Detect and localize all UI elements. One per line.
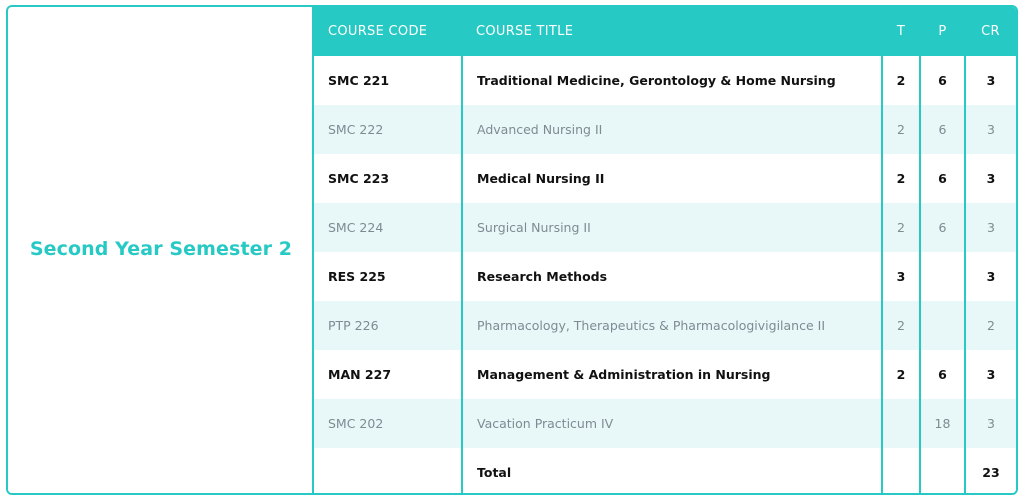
course-title-cell: Traditional Medicine, Gerontology & Home Nursing	[462, 56, 882, 105]
course-title-cell: Vacation Practicum IV	[462, 399, 882, 448]
header-row	[314, 7, 1016, 56]
credits-cell: 3	[965, 350, 1016, 399]
course-table-area	[314, 7, 1016, 493]
course-table	[314, 7, 1016, 495]
table-row	[314, 252, 1016, 301]
curriculum-card	[6, 5, 1018, 495]
course-code-cell: SMC 224	[314, 203, 462, 252]
course-code-cell: MAN 227	[314, 350, 462, 399]
total-theory-cell	[882, 448, 920, 495]
header-course-title: COURSE TITLE	[462, 7, 882, 56]
theory-hours-cell: 2	[882, 105, 920, 154]
credits-cell: 3	[965, 252, 1016, 301]
table-row	[314, 203, 1016, 252]
course-title-cell: Management & Administration in Nursing	[462, 350, 882, 399]
credits-cell: 3	[965, 203, 1016, 252]
table-row	[314, 350, 1016, 399]
semester-title: Second Year Semester 2	[29, 238, 293, 260]
total-code-cell	[314, 448, 462, 495]
theory-hours-cell: 3	[882, 252, 920, 301]
theory-hours-cell: 2	[882, 56, 920, 105]
credits-cell: 3	[965, 56, 1016, 105]
credits-cell: 3	[965, 154, 1016, 203]
total-label: Total	[462, 448, 882, 495]
theory-hours-cell	[882, 399, 920, 448]
theory-hours-cell: 2	[882, 154, 920, 203]
total-row	[314, 448, 1016, 495]
course-code-cell: SMC 222	[314, 105, 462, 154]
course-code-cell: SMC 221	[314, 56, 462, 105]
total-practical-cell	[920, 448, 965, 495]
course-title-cell: Medical Nursing II	[462, 154, 882, 203]
semester-panel	[8, 7, 314, 493]
table-row	[314, 301, 1016, 350]
header-t: T	[882, 7, 920, 56]
theory-hours-cell: 2	[882, 203, 920, 252]
credits-cell: 2	[965, 301, 1016, 350]
theory-hours-cell: 2	[882, 350, 920, 399]
header-cr: CR	[965, 7, 1016, 56]
course-code-cell: PTP 226	[314, 301, 462, 350]
credits-cell: 3	[965, 399, 1016, 448]
header-p: P	[920, 7, 965, 56]
practical-hours-cell: 6	[920, 350, 965, 399]
theory-hours-cell: 2	[882, 301, 920, 350]
table-row	[314, 154, 1016, 203]
credits-cell: 3	[965, 105, 1016, 154]
practical-hours-cell: 18	[920, 399, 965, 448]
course-title-cell: Surgical Nursing II	[462, 203, 882, 252]
practical-hours-cell	[920, 301, 965, 350]
total-credits-cell: 23	[965, 448, 1016, 495]
course-title-cell: Pharmacology, Therapeutics & Pharmacologivigilance II	[462, 301, 882, 350]
practical-hours-cell: 6	[920, 105, 965, 154]
table-row	[314, 105, 1016, 154]
practical-hours-cell	[920, 252, 965, 301]
practical-hours-cell: 6	[920, 56, 965, 105]
table-row	[314, 399, 1016, 448]
course-title-cell: Research Methods	[462, 252, 882, 301]
header-course-code: COURSE CODE	[314, 7, 462, 56]
practical-hours-cell: 6	[920, 154, 965, 203]
course-code-cell: SMC 223	[314, 154, 462, 203]
table-row	[314, 56, 1016, 105]
table-header	[314, 7, 1016, 56]
course-title-cell: Advanced Nursing II	[462, 105, 882, 154]
practical-hours-cell: 6	[920, 203, 965, 252]
course-code-cell: RES 225	[314, 252, 462, 301]
table-body	[314, 56, 1016, 495]
course-code-cell: SMC 202	[314, 399, 462, 448]
